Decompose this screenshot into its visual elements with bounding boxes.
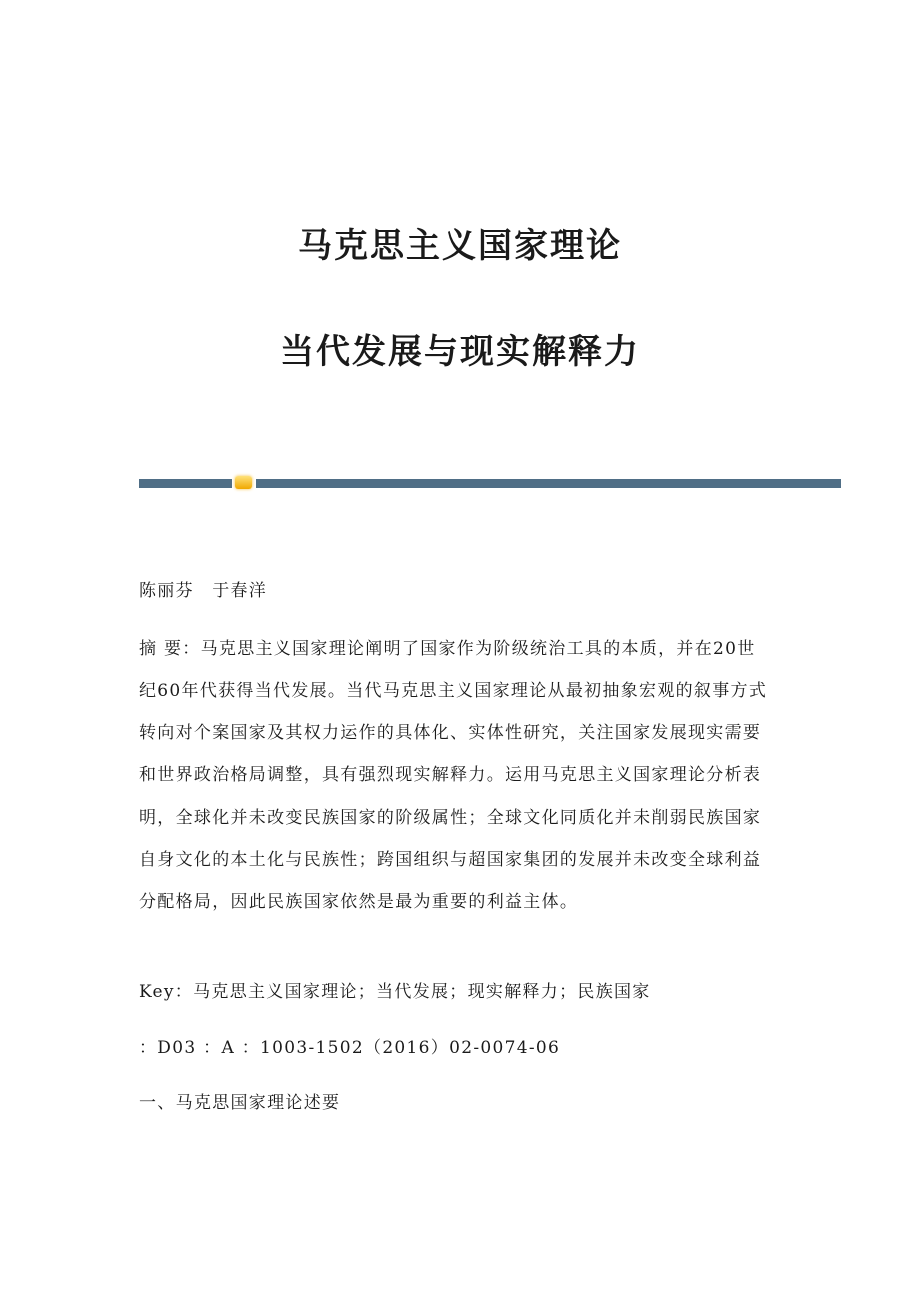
title-line-2: 当代发展与现实解释力 [280,332,640,372]
abstract-line: 明，全球化并未改变民族国家的阶级属性；全球文化同质化并未削弱民族国家 [139,808,762,828]
abstract-line: 和世界政治格局调整，具有强烈现实解释力。运用马克思主义国家理论分析表 [139,765,762,785]
keywords: Key：马克思主义国家理论；当代发展；现实解释力；民族国家 [139,982,651,1002]
divider-right [256,479,841,488]
section-heading: 一、马克思国家理论述要 [139,1093,341,1113]
authors: 陈丽芬 于春洋 [139,581,268,601]
abstract-line: 纪60年代获得当代发展。当代马克思主义国家理论从最初抽象宏观的叙事方式 [139,681,768,701]
abstract-line: 摘 要：马克思主义国家理论阐明了国家作为阶级统治工具的本质，并在20世 [139,639,756,659]
classification: ：D03 ：A ：1003-1502（2016）02-0074-06 [139,1038,561,1058]
abstract-line: 分配格局，因此民族国家依然是最为重要的利益主体。 [139,892,579,912]
divider-left [139,479,232,488]
title-line-1: 马克思主义国家理论 [298,226,622,266]
ornament-icon [235,476,252,489]
abstract-line: 转向对个案国家及其权力运作的具体化、实体性研究，关注国家发展现实需要 [139,723,762,743]
abstract-line: 自身文化的本土化与民族性；跨国组织与超国家集团的发展并未改变全球利益 [139,850,762,870]
